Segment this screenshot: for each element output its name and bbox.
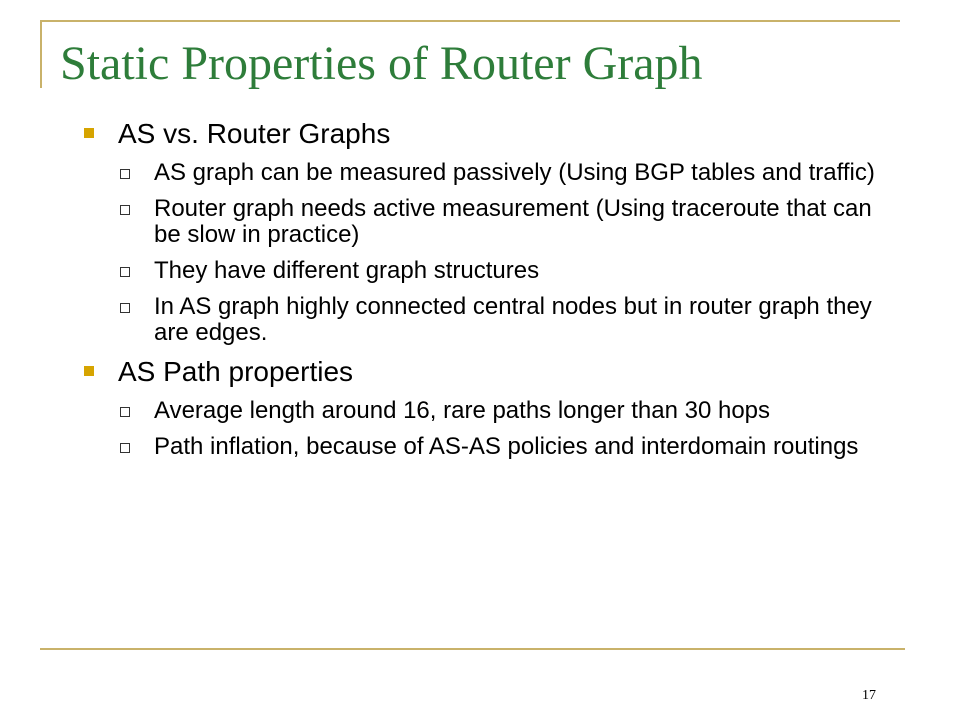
page-number: 17 (862, 688, 876, 703)
hollow-square-bullet-icon (120, 267, 130, 277)
frame-top-line (40, 20, 900, 22)
frame-left-line (40, 20, 42, 88)
sub-point (80, 294, 880, 346)
frame-bottom-line (40, 648, 905, 650)
hollow-square-bullet-icon (120, 407, 130, 417)
sub-point-text: Average length around 16, rare paths longer than 30 hops (154, 397, 771, 424)
sub-point-text: AS graph can be measured passively (Using BGP tables and traffic) (154, 159, 875, 186)
sub-point (80, 160, 880, 186)
square-bullet-icon (84, 366, 94, 376)
section-heading-row (80, 356, 880, 388)
section-heading: AS vs. Router Graphs (118, 118, 391, 149)
sub-point-text: Path inflation, because of AS-AS policies and interdomain routings (154, 433, 859, 460)
slide-title: Static Properties of Router Graph (60, 37, 703, 90)
sub-point (80, 434, 880, 460)
hollow-square-bullet-icon (120, 443, 130, 453)
sub-point-text: They have different graph structures (154, 257, 540, 284)
sub-point (80, 398, 880, 424)
hollow-square-bullet-icon (120, 303, 130, 313)
slide-content (80, 118, 880, 470)
hollow-square-bullet-icon (120, 205, 130, 215)
square-bullet-icon (84, 128, 94, 138)
section-heading-row (80, 118, 880, 150)
sub-point-text: Router graph needs active measurement (Using traceroute that can be slow in practice) (154, 195, 872, 248)
sub-point (80, 196, 880, 248)
section-heading: AS Path properties (118, 356, 354, 387)
hollow-square-bullet-icon (120, 169, 130, 179)
sub-point-text: In AS graph highly connected central nodes but in router graph they are edges. (154, 293, 872, 346)
sub-point (80, 258, 880, 284)
